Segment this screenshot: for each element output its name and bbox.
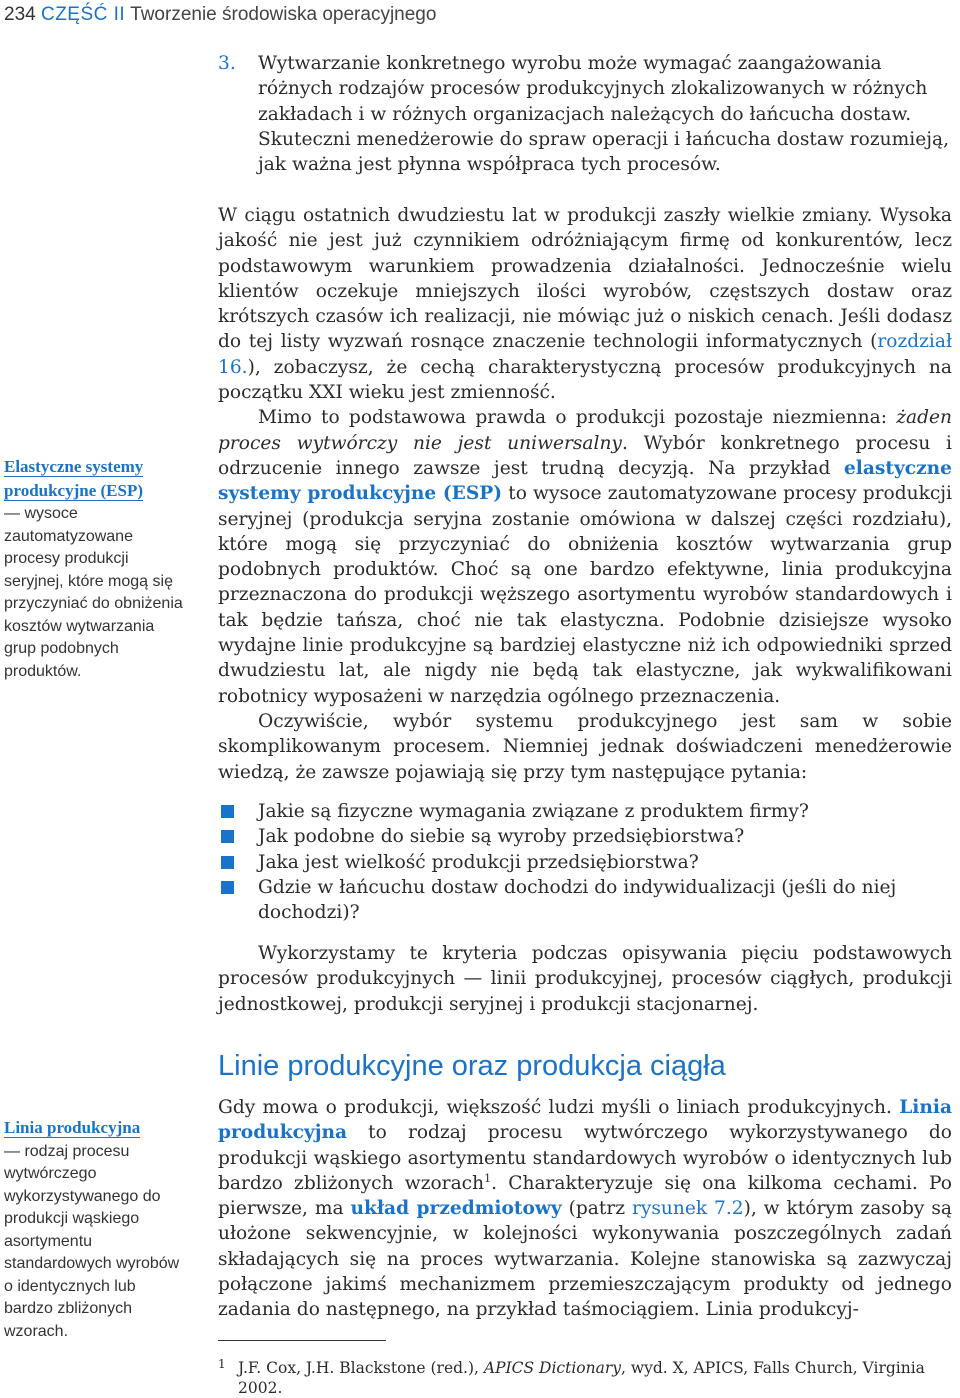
question-list [218,799,952,925]
margin-term: Linia produkcyjna [4,1118,141,1137]
paragraph-changes: W ciągu ostatnich dwudziestu lat w produkcji zaszły wielkie zmiany. Wysoka jakość nie jest już czynnikiem odróżniającym firmę od konkurentów, lecz podstawowym warunkiem prowadzenia działalności. Jednocześnie wielu klientów oczekuje mniejszych ilości wyrobów, częstszych dostaw oraz krótszych czasów ich realizacji, nie mówiąc już o niskich cenach. Jeśli dodasz do tej listy wyzwań rosnące znaczenie technologii informatycznych (rozdział 16.), zobaczysz, że cechą charakterystyczną procesów produkcyjnych na początku XXI wieku jest zmienność. [218,205,952,404]
paragraph-production-line: Gdy mowa o produkcji, większość ludzi myśli o liniach produkcyjnych. Linia produkcyjna to rodzaj procesu wytwórczego wykorzystywanego do produkcji wąskiego asortymentu standardowych wyrobów o identycznych lub bardzo zbliżonych wzorach$^1$. Charakteryzuje się ona kilkoma cechami. Po pierwsze, ma układ przedmiotowy (patrz rysunek 7.2), w którym zasoby są ułożone sekwencyjnie, w kolejności wykonywania poszczególnych zadań składających się na proces wytwarzania. Kolejne stanowiska są zazwyczaj połączone jakimś mechanizmem przemieszczającym produkty od jednego zadania do następnego, na przykład taśmociągiem. Linia produkcyj- [218,1097,953,1321]
footnote [218,1358,952,1398]
term-production-line: Linia produkcyjna [218,1097,952,1144]
footnote-ref[interactable]: 1 [484,1171,492,1185]
running-header [4,4,436,26]
paragraph-criteria: Wykorzystamy te kryteria podczas opisywania pięciu podstawowych procesów produkcyjnych — linii produkcyjnej, procesów ciągłych, produkcji jednostkowej, produkcji seryjnej i produkcji stacjonarnej. [218,943,952,1015]
bullet-square-icon [221,805,234,818]
list-number: 3. [218,53,236,74]
part-label: CZĘŚĆ II [40,4,126,25]
margin-definition-text: — rodzaj procesu wytwórczego wykorzystywanego do produkcji wąskiego asortymentu standardowych wyrobów o identycznych lub bardzo zbliżonych wzorach. [4,1142,180,1340]
list-item: Jakie są fizyczne wymagania związane z produktem firmy? [218,799,952,824]
footnote-mark: 1 [218,1357,226,1371]
section-title: Tworzenie środowiska operacyjnego [130,4,437,25]
paragraph-no-universal-process: Mimo to podstawowa prawda o produkcji pozostaje niezmienna: żaden proces wytwórczy nie jest uniwersalny. Wybór konkretnego procesu i odrzucenie innego zawsze jest trudną decyzją. Na przykład elastyczne systemy produkcyjne (ESP) to wysoce zautomatyzowane procesy produkcji seryjnej (produkcja seryjna zostanie omówiona w dalszej części rozdziału), które mogą się przyczyniać do obniżenia kosztów wytwarzania grup podobnych produktów. Choć są one bardzo efektywne, linia produkcyjna przeznaczona do produkcji węższego asortymentu wyrobów standardowych i tak będzie tańsza, choć nie tak elastyczna. Podobnie dzisiejsze wysoko wydajne linie produkcyjne są bardziej elastyczne niż ich odpowiedniki sprzed dwudziestu lat, ale nigdy nie będą tak elastyczne, jak wykwalifikowani robotnicy wyposażeni w narzędzia ogólnego przeznaczenia. [218,407,952,707]
footnote-text: J.F. Cox, J.H. Blackstone (red.), APICS Dictionary, wyd. X, APICS, Falls Church, Virginia 2002. [238,1359,925,1397]
figure-7-2-link[interactable]: rysunek 7.2 [631,1198,744,1220]
footnote-rule [218,1340,386,1341]
body-text-block-1 [218,203,952,785]
list-item: Jaka jest wielkość produkcji przedsiębiorstwa? [218,850,952,875]
list-item: Jak podobne do siebie są wyroby przedsiębiorstwa? [218,824,952,849]
bullet-square-icon [221,881,234,894]
page-number: 234 [4,4,36,25]
margin-definition-esp [4,456,186,683]
body-text-block-3 [218,1095,952,1323]
bullet-square-icon [221,856,234,869]
paragraph-questions-intro: Oczywiście, wybór systemu produkcyjnego jest sam w sobie skomplikowanym procesem. Niemniej jednak doświadczeni menedżerowie wiedzą, że zawsze pojawiają się przy tym następujące pytania: [218,710,952,783]
chapter-16-link[interactable]: rozdział 16. [218,331,952,378]
emphasis-text: żaden proces wytwórczy nie jest uniwersalny [218,407,952,454]
numbered-list-item [218,51,952,177]
body-text-block-2 [218,941,952,1017]
margin-definition-production-line [4,1117,186,1343]
term-product-layout: układ przedmiotowy [350,1198,562,1220]
term-esp: elastyczne systemy produkcyjne (ESP) [218,457,952,505]
list-item: Gdzie w łańcuchu dostaw dochodzi do indywidualizacji (jeśli do niej dochodzi)? [218,875,952,926]
margin-term: Elastyczne systemy produkcyjne (ESP) [4,457,144,500]
section-heading: Linie produkcyjne oraz produkcja ciągła [218,1050,726,1082]
list-item-text: Wytwarzanie konkretnego wyrobu może wymagać zaangażowania różnych rodzajów procesów produkcyjnych zlokalizowanych w różnych zakładach i w różnych organizacjach należących do łańcucha dostaw. Skuteczni menedżerowie do spraw operacji i łańcucha dostaw rozumieją, jak ważna jest płynna współpraca tych procesów. [258,53,949,176]
margin-definition-text: — wysoce zautomatyzowane procesy produkcji seryjnej, które mogą się przyczyniać do obniżenia kosztów wytwarzania grup podobnych produktów. [4,505,183,680]
bullet-square-icon [221,830,234,843]
